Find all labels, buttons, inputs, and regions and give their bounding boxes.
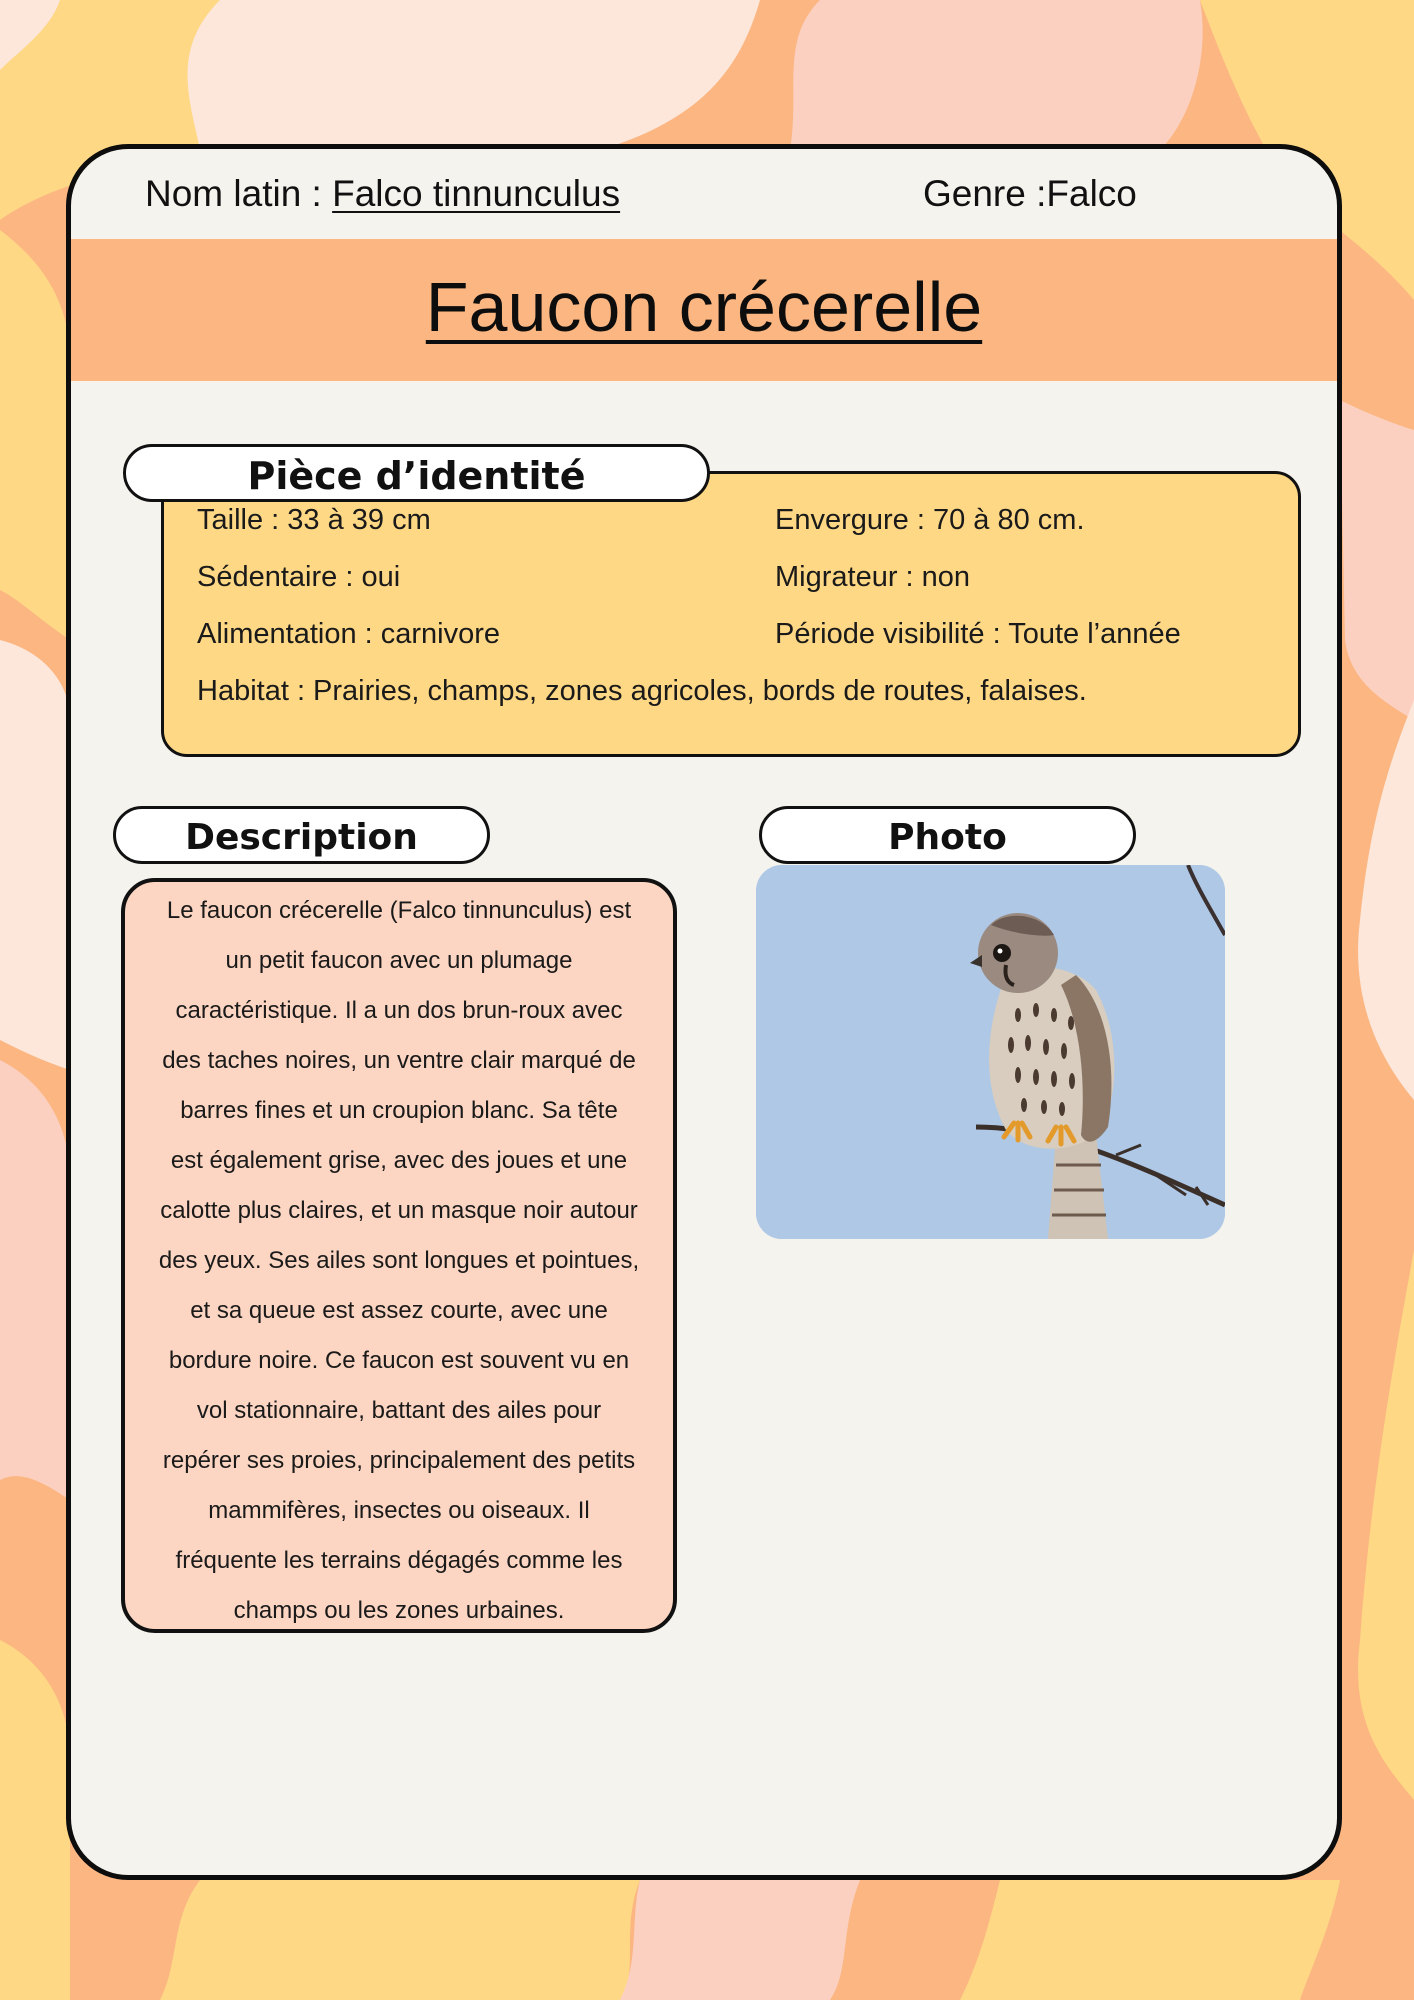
- title-banner: [71, 239, 1337, 381]
- species-card: [66, 144, 1342, 1880]
- latin-name: [145, 173, 620, 215]
- description-line: Le faucon crécerelle (Falco tinnunculus) est: [166, 897, 632, 924]
- description-line: bordure noire. Ce faucon est souvent vu en: [168, 1347, 630, 1374]
- description-line: vol stationnaire, battant des ailes pour: [196, 1397, 602, 1424]
- latin-name-value: Falco tinnunculus: [332, 173, 621, 214]
- field-envergure: Envergure : 70 à 80 cm.: [775, 504, 1085, 536]
- description-line: repérer ses proies, principalement des petits: [162, 1447, 636, 1474]
- identity-box: [161, 471, 1301, 757]
- description-line: mammifères, insectes ou oiseaux. Il: [208, 1497, 590, 1524]
- description-line: des yeux. Ses ailes sont longues et pointues,: [158, 1247, 640, 1274]
- description-line: est également grise, avec des joues et une: [170, 1147, 628, 1174]
- description-line: calotte plus claires, et un masque noir autour: [160, 1197, 638, 1224]
- description-line: et sa queue est assez courte, avec une: [190, 1297, 608, 1324]
- field-sedentaire: Sédentaire : oui: [197, 561, 401, 593]
- description-line: fréquente les terrains dégagés comme les: [175, 1547, 623, 1574]
- description-line: des taches noires, un ventre clair marqué de: [162, 1047, 636, 1074]
- photo-heading: Photo: [759, 806, 1136, 864]
- description-line: un petit faucon avec un plumage: [225, 947, 573, 974]
- page-title: Faucon crécerelle: [425, 268, 983, 346]
- description-line: caractéristique. Il a un dos brun-roux avec: [175, 997, 623, 1024]
- description-box: [121, 878, 677, 1633]
- field-habitat: Habitat : Prairies, champs, zones agricoles, bords de routes, falaises.: [197, 675, 1087, 707]
- identity-heading: Pièce d’identité: [123, 444, 710, 502]
- description-heading: Description: [113, 806, 490, 864]
- description-line: barres fines et un croupion blanc. Sa tête: [180, 1097, 618, 1124]
- field-alimentation: Alimentation : carnivore: [197, 618, 501, 650]
- kestrel-photo: [756, 865, 1225, 1239]
- genre: Genre :Falco: [923, 173, 1137, 214]
- field-periode: Période visibilité : Toute l’année: [775, 618, 1181, 650]
- kestrel-illustration: [756, 865, 1225, 1239]
- field-taille: Taille : 33 à 39 cm: [197, 504, 431, 536]
- field-migrateur: Migrateur : non: [775, 561, 971, 593]
- latin-name-label: Nom latin :: [145, 173, 333, 214]
- description-line: champs ou les zones urbaines.: [233, 1597, 565, 1624]
